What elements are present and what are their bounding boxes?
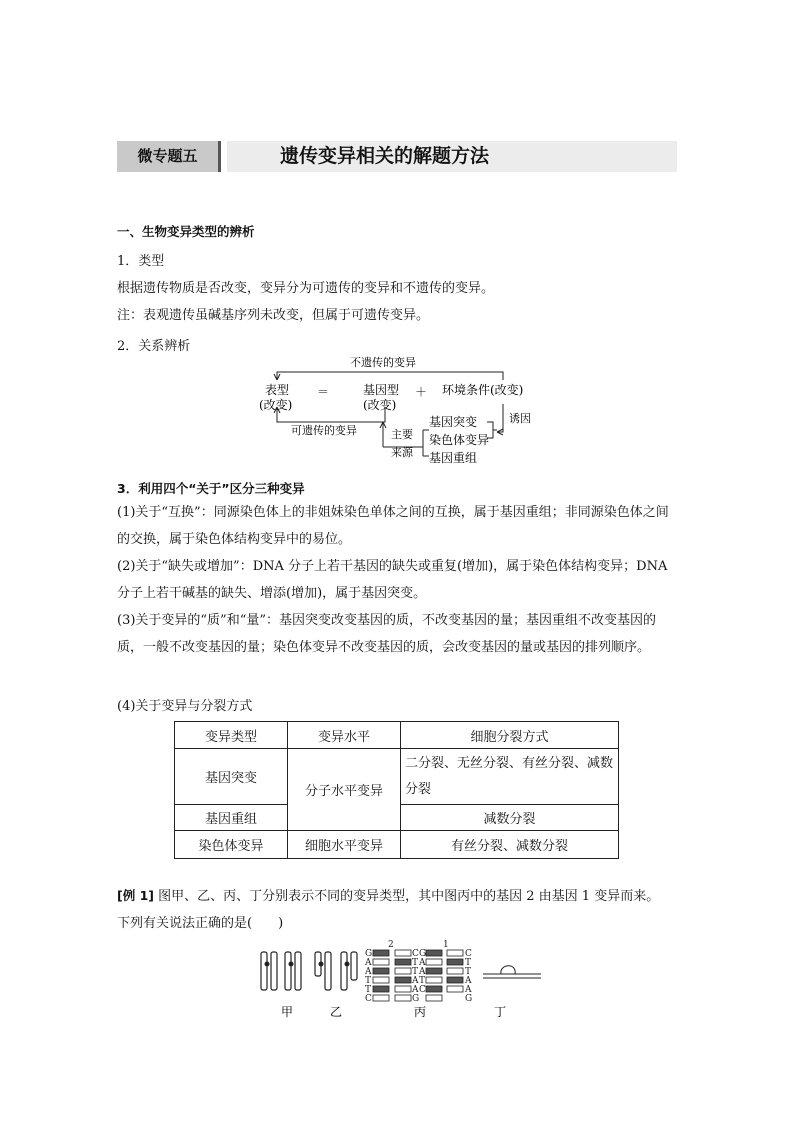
table-header-level: 变异水平	[288, 722, 401, 749]
base-label: A	[419, 967, 426, 977]
base-label: G	[365, 949, 373, 959]
table-header-division: 细胞分裂方式	[401, 722, 619, 749]
table-header-type: 变异类型	[175, 722, 288, 749]
chromosome-figure-a	[261, 952, 301, 990]
diagram-phenotype-sub: (改变)	[259, 398, 293, 412]
base-label: G	[412, 994, 420, 1004]
item2-heading: 2．关系辨析	[117, 339, 191, 354]
loop-figure-d	[483, 966, 541, 978]
figure-label-b: 乙	[330, 1005, 343, 1019]
base-label: A	[412, 985, 419, 995]
base-label: A	[465, 976, 472, 986]
table-row-division: 减数分裂	[401, 805, 619, 831]
gene-number: 2	[388, 940, 394, 950]
base-label: A	[419, 958, 426, 968]
base-label: T	[419, 976, 426, 986]
diagram-nonheritable: 不遗传的变异	[350, 356, 416, 369]
chromosome-figure-b	[315, 952, 357, 990]
example-text2: 下列有关说法正确的是( )	[117, 916, 284, 931]
variation-table	[174, 721, 619, 859]
item1-text: 根据遗传物质是否改变，变异分为可遗传的变异和不遗传的变异。	[117, 281, 495, 296]
diagram-environment: 环境条件(改变)	[442, 383, 524, 397]
base-label: G	[419, 949, 427, 959]
item3-p2: (2)关于“缺失或增加”：DNA 分子上若干基因的缺失或重复(增加)，属于染色体结构变异；DNA 分子上若干碱基的缺失、增添(增加)，属于基因突变。	[117, 559, 668, 601]
table-row-type: 染色体变异	[175, 831, 288, 859]
item3-p3: (3)关于变异的“质”和“量”：基因突变改变基因的质，不改变基因的量；基因重组不改变基因的质，一般不改变基因的量；染色体变异不改变基因的质，会改变基因的量或基因的排列顺序。	[117, 613, 656, 655]
base-label: C	[419, 985, 426, 995]
item1-note: 注：表观遗传虽碱基序列未改变，但属于可遗传变异。	[117, 308, 430, 323]
diagram-equals: ＝	[317, 385, 330, 399]
base-label: C	[412, 949, 419, 959]
item1-heading: 1．类型	[117, 254, 165, 269]
base-label: C	[465, 949, 472, 959]
base-label: T	[412, 967, 419, 977]
diagram-main-source-1: 主要	[391, 428, 413, 441]
page-title: 遗传变异相关的解题方法	[280, 145, 490, 167]
base-label: T	[365, 985, 372, 995]
gene-number: 1	[443, 940, 449, 950]
base-label: C	[365, 994, 372, 1004]
table-row-division: 有丝分裂、减数分裂	[401, 831, 619, 859]
table-row-level: 细胞水平变异	[288, 831, 401, 859]
diagram-source-1: 染色体变异	[429, 433, 490, 447]
diagram-phenotype: 表型	[265, 383, 290, 397]
diagram-source-2: 基因重组	[429, 451, 478, 465]
figure-label-a: 甲	[281, 1005, 294, 1019]
item3-heading: 3．利用四个“关于”区分三种变异	[117, 481, 305, 496]
section-heading: 一、生物变异类型的辨析	[117, 224, 255, 239]
diagram-genotype: 基因型	[363, 383, 400, 397]
diagram-plus: ＋	[415, 385, 428, 399]
example-line1	[117, 885, 659, 904]
diagram-induce: 诱因	[509, 412, 531, 425]
example-text1: 图甲、乙、丙、丁分别表示不同的变异类型，其中图丙中的基因 2 由基因 1 变异而来。	[158, 889, 660, 904]
example-label: [例 1]	[117, 888, 154, 903]
figure-label-d: 丁	[494, 1005, 507, 1019]
table-row-level: 分子水平变异	[288, 749, 401, 831]
item3-p4: (4)关于变异与分裂方式	[117, 699, 253, 714]
base-label: T	[465, 958, 472, 968]
base-label: A	[412, 976, 419, 986]
base-label: A	[365, 967, 372, 977]
base-label: G	[465, 994, 473, 1004]
diagram-heritable: 可遗传的变异	[291, 424, 357, 437]
topic-tag: 微专题五	[117, 141, 221, 172]
tag-divider	[221, 141, 227, 172]
figure-label-c: 丙	[414, 1005, 427, 1019]
base-label: T	[465, 967, 472, 977]
relationship-diagram	[255, 352, 545, 470]
table-row-division: 二分裂、无丝分裂、有丝分裂、减数分裂	[401, 749, 619, 805]
diagram-source-0: 基因突变	[429, 415, 478, 429]
table-row-type: 基因重组	[175, 805, 288, 831]
base-label: T	[365, 976, 372, 986]
item3-p1: (1)关于“互换”：同源染色体上的非姐妹染色单体之间的互换，属于基因重组；非同源染色体之间的交换，属于染色体结构变异中的易位。	[117, 505, 669, 547]
table-row-type: 基因突变	[175, 749, 288, 805]
base-label: T	[412, 958, 419, 968]
base-label: A	[465, 985, 472, 995]
diagram-main-source-2: 来源	[391, 446, 413, 459]
base-label: A	[365, 958, 372, 968]
diagram-genotype-sub: (改变)	[363, 398, 397, 412]
variation-figure	[255, 938, 545, 1022]
